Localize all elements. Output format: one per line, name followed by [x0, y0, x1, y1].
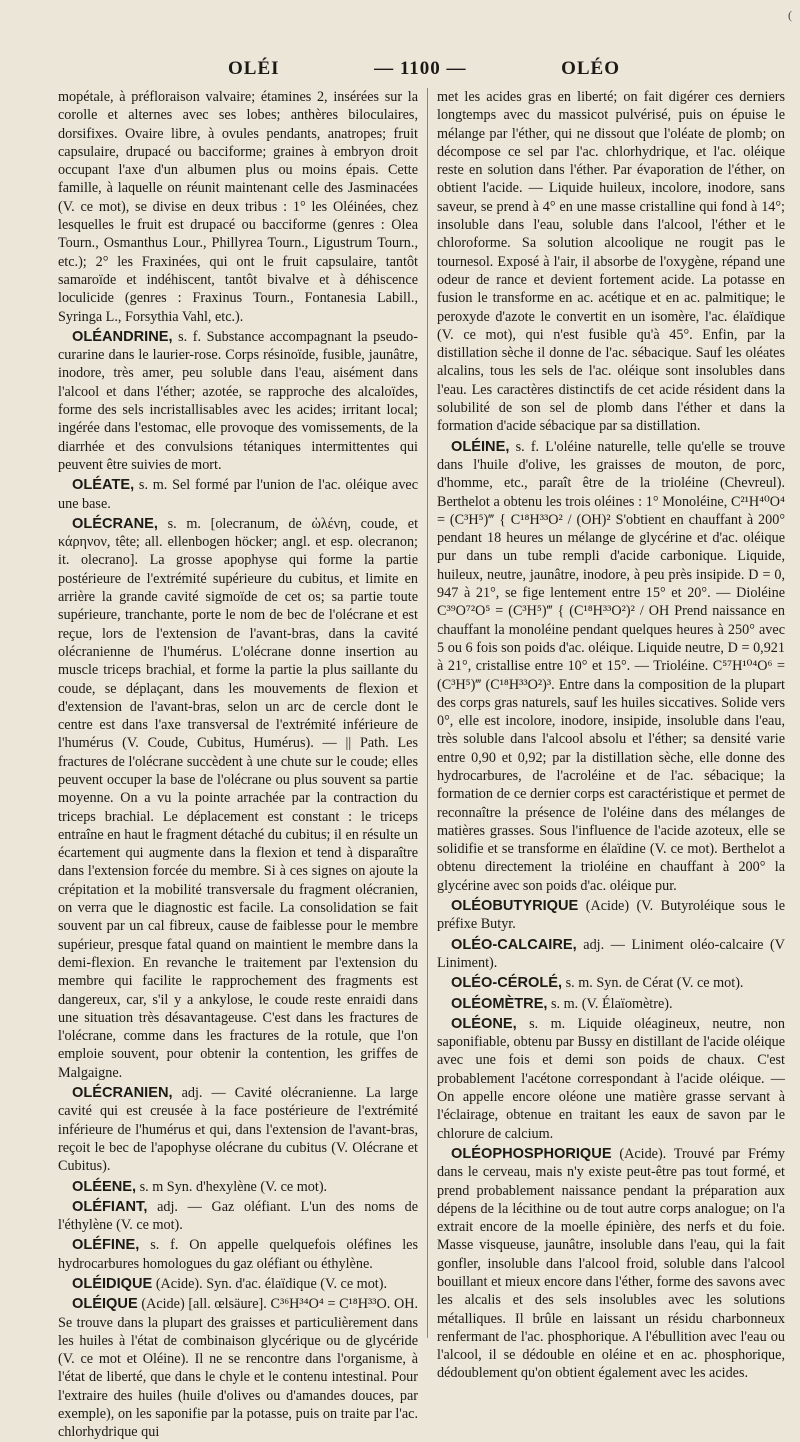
dictionary-entry: [437, 438, 785, 895]
entry-headword: OLÉOPHOSPHORIQUE: [451, 1145, 612, 1162]
dictionary-entry: [437, 1015, 785, 1143]
entry-text: s. m Syn. d'hexylène (V. ce mot).: [139, 1178, 328, 1195]
entry-headword: OLÉENE,: [72, 1178, 137, 1195]
dictionary-entry: [58, 328, 418, 474]
entry-headword: OLÉO-CALCAIRE,: [451, 936, 577, 953]
dictionary-entry: [58, 1236, 418, 1273]
dictionary-entry: [437, 897, 785, 934]
entry-text: adj. — Cavité olécranienne. La large cavité qui est creusée à la face postérieure de l'extrémité inférieure de l'humérus et qui, dans l'extension de l'avant-bras, reçoit le bec de l'apophyse olécrane du cubitus (V. Olécrane et Cubitus).: [58, 1085, 418, 1175]
entry-text: met les acides gras en liberté; on fait digérer ces derniers longtemps avec du massicot pulvérisé, puis on épuise le mélange par l'éther, qui ne dissout que l'oléate de plomb; on décompose ce sel par l'ac. chlorhydrique, et l'ac. oléique reste en solution dans l'éther. Par évaporation de l'éther, on obtient l'acide. — Liquide huileux, incolore, inodore, sans saveur, se prend à 4° en une masse cristalline qui fond à 14°; insoluble dans l'eau, soluble dans l'alcool, l'éther et le chloroforme. Sa solution alcoolique ne rougit pas le tournesol. Exposé à l'air, il absorbe de l'oxygène, répand une odeur de rance et devient fortement acide. La potasse en fusion le transforme en ac. acétique et en ac. palmitique; le peroxyde d'azote le convertit en un isomère, l'ac. élaïdique (V. ce mot), qui n'est fusible qu'à 45°. Enfin, par la distillation sèche il donne de l'ac. sébacique. Sauf les oléates alcalins, tous les sels de l'ac. oléique sont insolubles dans l'eau. Les caractères distinctifs de cet acide résident dans la solubilité de son sel de plomb dans l'éther et dans la formation d'acide sébacique par sa distillation.: [437, 89, 785, 435]
page-number: — 1100 —: [374, 58, 467, 79]
dictionary-entry: [437, 1145, 785, 1383]
dictionary-entry: [58, 1295, 418, 1441]
dictionary-entry: [437, 974, 785, 992]
dictionary-entry: [58, 1178, 418, 1196]
entry-headword: OLÉO-CÉROLÉ,: [451, 975, 563, 992]
dictionary-entry: [58, 1198, 418, 1235]
entry-text: s. m. [olecranum, de ὠλένη, coude, et κάρηνον, tête; all. ellenbogen höcker; angl. et esp. olecranon; it. olecrano]. La grosse apophyse qui forme la partie postérieure de l'extrémité supérieure du cubitus, et limite en arrière la grande cavité sigmoïde de cet os; sa partie toute supérieure, tranchante, porte le nom de bec de l'olécrane et est reçue, lors de l'extension de l'avant-bras, dans la cavité olécranienne de l'humérus. L'olécrane donne insertion au muscle triceps brachial, et forme la partie la plus saillante du coude, se déplaçant, dans les mouvements de flexion et d'extension de l'avant-bras, selon un arc de cercle dont le centre est dans l'axe transversal de l'extrémité inférieure de l'humérus (V. Coude, Cubitus, Humérus). — || Path. Les fractures de l'olécrane succèdent à une chute sur le coude; elles peuvent occuper la base de l'olécrane ou plus souvent sa partie moyenne. On a vu la pointe arrachée par la contraction du triceps brachial. Le déplacement est constant : le triceps entraîne en haut le fragment détaché du cubitus; il en résulte un écartement qui augmente dans la flexion et tend à disparaître dans l'extension forcée du membre. Si à ces signes on ajoute la crépitation et la mobilité transversale du fragment olécranien, on verra que le diagnostic est facile. La consolidation se fait souvent par un cal fibreux, cause de faiblesse pour le membre supérieur, presque fatal quand on maintient le membre dans la demi-flexion. En revanche le traitement par l'extension du membre qui facilite le rapprochement des fragments est dangereux, car, s'il y a ankylose, le coude reste enraidi dans une situation très désavantageuse. C'est dans les fractures de l'olécrane, comme dans les fractures de la rotule, que l'on emploie souvent, pour obtenir la contention, les griffes de Malgaigne.: [58, 515, 419, 1081]
page-header: [60, 54, 770, 84]
entry-headword: OLÉOBUTYRIQUE: [451, 898, 579, 915]
entry-text: adj. — Liniment oléo-calcaire (V Liniment).: [437, 936, 785, 971]
dictionary-entry: [58, 88, 418, 326]
entry-headword: OLÉIQUE: [72, 1296, 138, 1313]
dictionary-entry: [58, 476, 418, 513]
corner-mark: (: [788, 8, 792, 22]
entry-headword: OLÉFIANT,: [72, 1198, 148, 1215]
entry-text: (Acide). Syn. d'ac. élaïdique (V. ce mot).: [155, 1276, 388, 1292]
entry-text: (Acide) (V. Butyroléique sous le préfixe Butyr.: [437, 898, 786, 933]
entry-text: s. m. (V. Élaïomètre).: [551, 995, 673, 1012]
left-column: [58, 88, 419, 1441]
entry-text: (Acide). Trouvé par Frémy dans le cerveau, mais n'y existe peut-être pas tout formé, et prend probablement naissance pendant la préparation aux dépens de la lécithine ou de tout autre corps analogue; on l'a extrait encore de la moelle épinière, des nerfs et du foie. Masse visqueuse, jaunâtre, insoluble dans l'eau, qui la fait gonfler, insoluble dans l'alcool froid, soluble dans l'alcool bouillant et mieux encore dans l'éther, forme des savons avec les alcalis et des sels insolubles avec les solutions métalliques. Il brûle en laissant un résidu charbonneux renfermant de l'ac. phosphorique. A l'ébullition avec l'eau ou l'alcool, il se dédouble en oléine et en ac. phosphorique, dédoublement qu'on obtient également avec les acides.: [437, 1145, 785, 1382]
entry-headword: OLÉFINE,: [72, 1237, 140, 1254]
entry-text: s. f. Substance accompagnant la pseudo-curarine dans le laurier-rose. Corps résinoïde, fusible, jaunâtre, inodore, très amer, peu soluble dans l'eau, aisément dans l'alcool et dans l'éther; azotée, se rapproche des alcaloïdes, forme des sels incristallisables avec les acides; irritant local; ingérée dans l'estomac, elle provoque des vomissements, de la diarrhée et des convulsions tétaniques intermittentes qui peuvent être suivies de mort.: [58, 328, 418, 473]
entry-headword: OLÉCRANIEN,: [72, 1085, 173, 1102]
dictionary-entry: [58, 515, 418, 1082]
entry-text: s. m. Syn. de Cérat (V. ce mot).: [565, 975, 744, 992]
entry-text: s. m. Liquide oléagineux, neutre, non saponifiable, obtenu par Bussy en distillant de l'acide oléique avec une fois et demi son poids de chaux. C'est probablement l'acétone correspondant à l'acide oléique. — On appelle encore oléone une matière grasse servant à l'éclairage, obtenue en traitant les eaux de savon par le chlorure de calcium.: [437, 1015, 785, 1142]
entry-headword: OLÉONE,: [451, 1015, 517, 1032]
right-column: [437, 88, 786, 1382]
header-left-guideword: OLÉI: [228, 58, 280, 79]
dictionary-entry: [58, 1275, 418, 1293]
dictionary-entry: [437, 995, 785, 1013]
entry-headword: OLÉCRANE,: [72, 515, 158, 532]
entry-text: s. f. On appelle quelquefois oléfines les hydrocarbures homologues du gaz oléfiant ou éthylène.: [58, 1237, 418, 1272]
entry-headword: OLÉATE,: [72, 477, 135, 494]
dictionary-entry: [437, 88, 785, 436]
column-divider: [427, 88, 428, 1338]
dictionary-entry: [437, 936, 785, 973]
dictionary-entry: [58, 1084, 418, 1175]
entry-text: s. f. L'oléine naturelle, telle qu'elle se trouve dans l'huile d'olive, les graisses de mouton, de porc, d'homme, etc., paraît être de la trioléine (Chevreul). Berthelot a obtenu les trois oléines : 1° Monoléine, C²¹H⁴⁰O⁴ = (C³H⁵)‴ { C¹⁸H³³O² / (OH)² S'obtient en chauffant à 200° pendant 18 heures un mélange de glycérine et d'ac. oléique pur dans un tube rempli d'acide carbonique. Liquide, huileux, neutre, jaunâtre, inodore, à peu près insipide. D = 0, 947 à 21°, se fige lentement entre 15° et 20°. — Dioléine C³⁹O⁷²O⁵ = (C³H⁵)‴ { (C¹⁸H³³O²)² / OH Prend naissance en chauffant la monoléine pendant quelques heures à 250° avec 5 ou 6 fois son poids d'ac. oléique. Liquide neutre, D = 0,921 à 21°, cristallise entre 10° et 15°. — Trioléine. C⁵⁷H¹⁰⁴O⁶ = (C³H⁵)‴ (C¹⁸H³³O²)³. Entre dans la composition de la plupart des corps gras naturels, sauf les huiles siccatives. Solide vers 0°, elle est incolore, inodore, insipide, insoluble dans l'eau, très soluble dans l'alcool absolu et l'éther; sa densité varie entre 0,90 et 0,92; par la distillation sèche, elle donne des hydrocarbures, de l'acroléine et de l'ac. sébacique; la formation de ce dernier corps est caractéristique et permet de reconnaître la présence de l'oléine dans des mélanges de matières grasses. Sous l'influence de l'acide azoteux, elle se solidifie et se transforme en élaïdine (V. ce mot). Berthelot a obtenu directement la trioléine en chauffant à 200° la glycérine avec son poids d'ac. oléique pur.: [437, 438, 785, 894]
entry-text: (Acide) [all. œlsäure]. C³⁶H³⁴O⁴ = C¹⁸H³³O. OH. Se trouve dans la plupart des graisses et particulièrement dans les huiles à l'état de combinaison glycérique ou de glycéride (V. ce mot et Oléine). Il ne se rencontre dans l'organisme, à l'état de liberté, que dans le chyle et le contenu intestinal. Pour l'extraire des huiles (huile d'olives ou d'amandes douces, par exemple), on les saponifie par la potasse, puis on traite par l'ac. chlorhydrique qui: [58, 1296, 418, 1441]
header-right-guideword: OLÉO: [561, 58, 620, 79]
entry-headword: OLÉINE,: [451, 438, 510, 455]
entry-text: mopétale, à préfloraison valvaire; étamines 2, insérées sur la corolle et alternes avec ses lobes; anthères biloculaires, dorsifixes. Ovaire libre, à ovules pendants, anatropes; fruit capsulaire, drupacé ou bacciforme; graines à embryon droit occupant l'axe d'un albumen plus ou moins épais. Cette famille, à laquelle on réunit maintenant celle des Jasminacées (V. ce mot), se divise en deux tribus : 1° les Oléinées, chez lesquelles le fruit est drupacé ou bacciforme (genres : Olea Tourn., Osmanthus Lour., Phillyrea Tourn., Ligustrum Tourn., etc.); 2° les Fraxinées, qui ont le fruit capsulaire, tantôt samaroïde et indéhiscent, tantôt bivalve et à déhiscence loculicide (genres : Fraxinus Tourn., Fontanesia Labill., Syringa L., Forsythia Vahl, etc.).: [58, 89, 418, 325]
entry-headword: OLÉIDIQUE: [72, 1276, 153, 1292]
entry-text: adj. — Gaz oléfiant. L'un des noms de l'éthylène (V. ce mot).: [58, 1198, 418, 1234]
entry-headword: OLÉOMÈTRE,: [451, 995, 548, 1012]
entry-headword: OLÉANDRINE,: [72, 328, 173, 345]
entry-text: s. m. Sel formé par l'union de l'ac. oléique avec une base.: [58, 477, 419, 512]
